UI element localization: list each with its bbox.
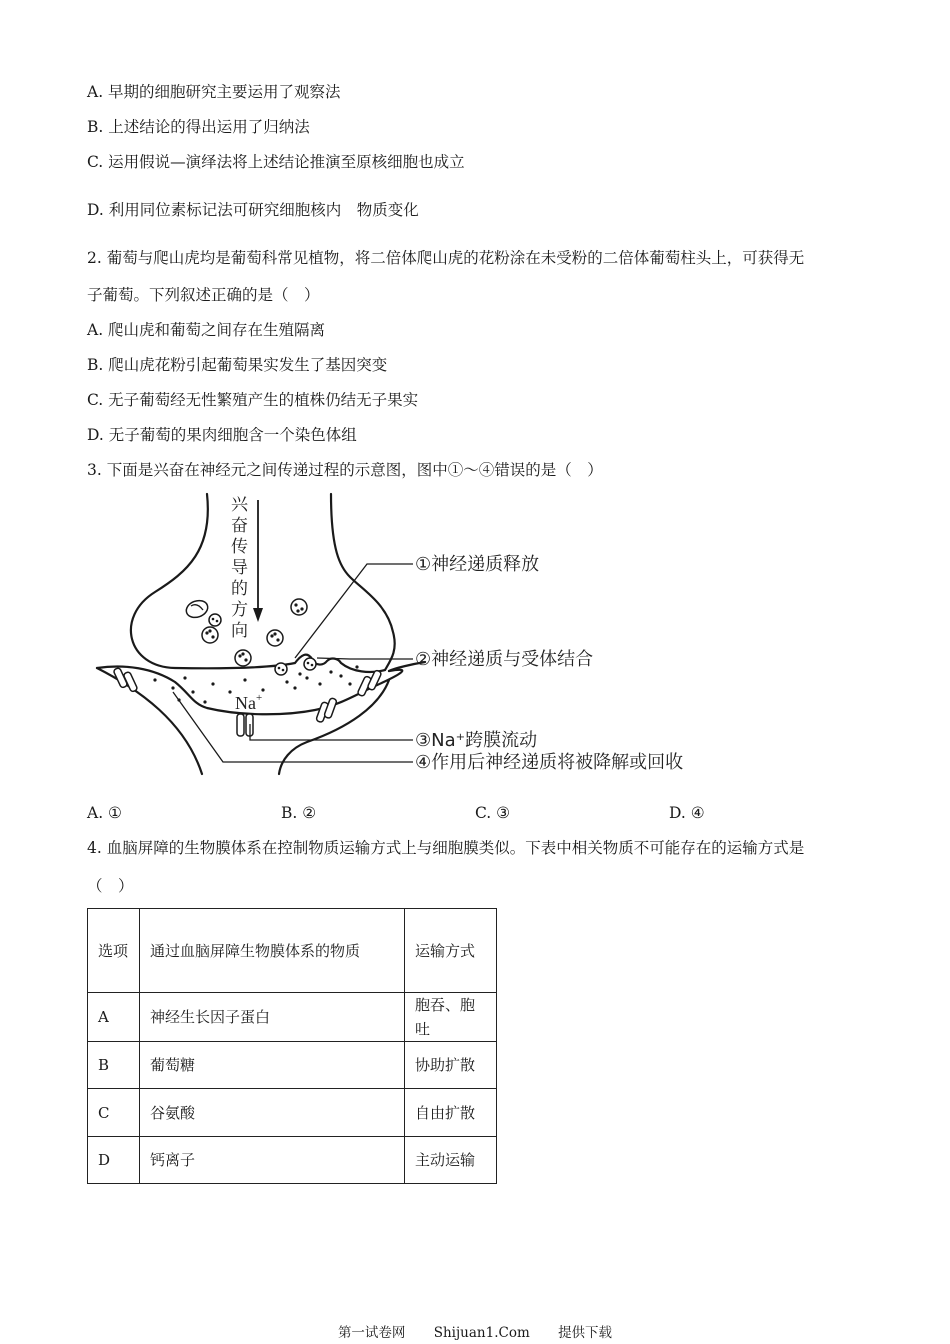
footer-note: 提供下载 (558, 1325, 613, 1341)
synaptic-vesicles (184, 598, 316, 675)
table-cell: 自由扩散 (405, 1089, 497, 1137)
table-cell: 葡萄糖 (140, 1042, 405, 1089)
svg-text:导: 导 (231, 558, 248, 578)
table-row (88, 1137, 497, 1184)
q2-stem-line2: 子葡萄。下列叙述正确的是（ ） (87, 286, 320, 304)
transport-table (87, 908, 497, 1184)
leader-line-4 (173, 692, 413, 762)
q1-option-a: A. 早期的细胞研究主要运用了观察法 (87, 83, 341, 101)
transmission-direction-label (231, 495, 249, 641)
svg-text:向: 向 (231, 621, 248, 641)
q1-option-d: D. 利用同位素标记法可研究细胞核内 物质变化 (87, 201, 419, 219)
svg-text:传: 传 (231, 537, 248, 557)
postsynaptic-left-wall (97, 668, 202, 774)
postsynaptic-right-wall (279, 680, 389, 774)
synapse-diagram (95, 492, 735, 784)
callout-3: ③Na⁺跨膜流动 (415, 730, 538, 751)
callout-2: ②神经递质与受体结合 (415, 649, 594, 670)
callout-4: ④作用后神经递质将被降解或回收 (415, 752, 684, 773)
table-row (88, 993, 497, 1042)
q3-option-d: D. ④ (669, 804, 705, 822)
q2-stem-line1: 2. 葡萄与爬山虎均是葡萄科常见植物，将二倍体爬山虎的花粉涂在未受粉的二倍体葡萄柱头上，可获得无 (87, 249, 805, 267)
q2-option-a: A. 爬山虎和葡萄之间存在生殖隔离 (87, 321, 326, 339)
table-cell: 神经生长因子蛋白 (140, 993, 405, 1042)
svg-text:兴: 兴 (231, 495, 248, 515)
leader-line-2 (317, 658, 413, 659)
presynaptic-membrane (131, 494, 395, 672)
table-header-row (88, 909, 497, 993)
q2-option-d: D. 无子葡萄的果肉细胞含一个染色体组 (87, 426, 357, 444)
q4-stem-line2: （ ） (87, 877, 134, 895)
table-cell: C (88, 1089, 140, 1137)
table-cell: 谷氨酸 (140, 1089, 405, 1137)
table-header-cell: 选项 (88, 909, 140, 993)
svg-text:奋: 奋 (231, 516, 248, 536)
footer-site-name: 第一试卷网 (337, 1325, 406, 1341)
q3-option-b: B. ② (281, 804, 317, 822)
table-header-cell: 通过血脑屏障生物膜体系的物质 (140, 909, 405, 993)
callout-1: ①神经递质释放 (415, 554, 540, 575)
table-cell: D (88, 1137, 140, 1184)
q3-option-c: C. ③ (475, 804, 511, 822)
q3-stem: 3. 下面是兴奋在神经元之间传递过程的示意图，图中①～④错误的是（ ） (87, 461, 603, 479)
table-row (88, 1042, 497, 1089)
direction-arrowhead (253, 608, 263, 622)
table-header-cell: 运输方式 (405, 909, 497, 993)
table-cell: 协助扩散 (405, 1042, 497, 1089)
table-cell: 主动运输 (405, 1137, 497, 1184)
table-cell: A (88, 993, 140, 1042)
footer-domain[interactable]: Shijuan1.Com (433, 1325, 530, 1341)
table-cell: B (88, 1042, 140, 1089)
q2-option-c: C. 无子葡萄经无性繁殖产生的植株仍结无子果实 (87, 391, 419, 409)
table-cell: 钙离子 (140, 1137, 405, 1184)
q2-option-b: B. 爬山虎花粉引起葡萄果实发生了基因突变 (87, 356, 388, 374)
page-footer (0, 1324, 950, 1342)
sodium-ion-label: Na+ (235, 692, 263, 713)
svg-text:方: 方 (231, 600, 248, 620)
table-row (88, 1089, 497, 1137)
svg-text:的: 的 (231, 579, 248, 599)
q1-option-b: B. 上述结论的得出运用了归纳法 (87, 118, 310, 136)
q3-option-a: A. ① (87, 804, 122, 822)
table-cell: 胞吞、胞吐 (405, 993, 497, 1042)
q1-option-c: C. 运用假说—演绎法将上述结论推演至原核细胞也成立 (87, 153, 465, 171)
q4-stem-line1: 4. 血脑屏障的生物膜体系在控制物质运输方式上与细胞膜类似。下表中相关物质不可能存在的运输方式是 (87, 839, 805, 857)
